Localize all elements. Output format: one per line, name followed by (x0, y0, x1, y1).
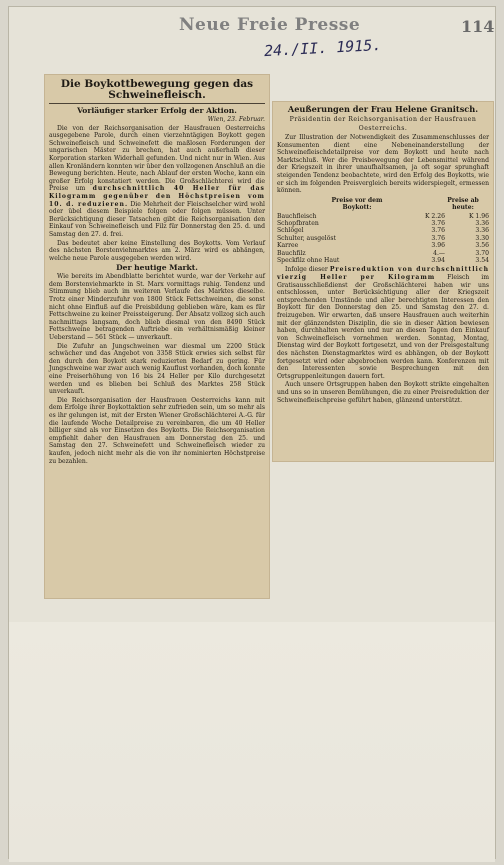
paragraph: Die Zufuhr an Jungschweinen war diesmal um 2200 Stück schwächer und das Angebot von 3358 Stück erwies sich selbst für den durch den Boykott stark reduzierten Bedarf zu gering. Für Jungschweine war zwar auch wenig Kauflust vorhanden, doch konnte eine Preiserhöhung von 16 bis 24 Heller per Kilo durchgesetzt werden und es blieben bei Schluß des Marktes 258 Stück unverkauft. (49, 342, 265, 396)
page-number: 114 (461, 17, 495, 36)
table-row: Bauchfleisch K 2.26 K 1.96 (277, 212, 489, 220)
paragraph (49, 125, 265, 239)
handwritten-date: 24./II. 1915. (263, 35, 382, 61)
left-article-subtitle: Vorläufiger starker Erfolg der Aktion. (77, 106, 237, 115)
table-row: Karree 3.96 3.56 (277, 242, 489, 250)
paragraph-text: Die Mehrheit der Fleischselcher wird wohl oder übel diesem Beispiele folgen oder folgen müssen. Unter Berücksichtigung dieser Tatsachen gibt die Reichsorganisation den Einkauf von Schweinefleisch und Filz für Donnerstag den 25. d. und Samstag den 27. d. frei. (49, 200, 265, 238)
paragraph: Die Reichsorganisation der Hausfrauen Oesterreichs kann mit dem Erfolge ihrer Boykottaktion sehr zufrieden sein, um so mehr als es ihr gelungen ist, mit der Ersten Wiener Großschlächterei A.-G. für die laufende Woche Detailpreise zu vereinbaren, die um 40 Heller billiger sind als vor Einsetzen des Boykotts. Die Reichsorganisation empfiehlt daher den Hausfrauen am Donnerstag den 25. und Samstag den 27. Schweinefett und Schweinefleisch wieder zu kaufen, jedoch nicht mehr als die von ihr nominierten Höchstpreise zu bezahlen. (49, 396, 265, 465)
right-clipping (272, 101, 494, 462)
right-article-subtitle: Präsidentin der Reichsorganisation der Hausfrauen Oesterreichs. (289, 116, 477, 132)
emphasis-text: durchschnittlich 40 Heller für das Kilogramm gegenüber den Höchstpreisen vom 10. d. reduzieren. (49, 185, 265, 208)
table-row: Speckfilz ohne Haut 3.94 3.54 (277, 257, 489, 264)
emphasis-text: Preisreduktion von durchschnittlich vierzig Heller per Kilogramm (277, 266, 489, 281)
header-cell: Preise vor dem Boykott: (331, 196, 383, 212)
paragraph-text: Die von der Reichsorganisation der Hausfrauen Oesterreichs ausgegebene Parole, durch einen vierzehntägigen Boykott gegen Schweinefleisch und Schweinefett die maßlosen Forderungen der ungarischen Mäster zu brechen, hat auch außerhalb dieser Korporation starken Widerhall gefunden. Und nicht nur in Wien. Aus allen Kronländern konnten wir über den vollzogenen Anschluß an die Bewegung berichten. Heute, nach Ablauf der ersten Woche, kann ein großer Erfolg konstatiert werden. Die Großschlächterei wird die Preise um (49, 124, 265, 193)
table-row: Schopfbraten 3.76 3.36 (277, 219, 489, 227)
table-row: Bauchfilz 4.— 3.70 (277, 249, 489, 257)
header-cell: Preise ab heute: (447, 196, 479, 212)
section-title: Der heutige Markt. (116, 263, 198, 273)
right-article-title: Aeußerungen der Frau Helene Granitsch. (287, 104, 479, 114)
table-row: Schlögel 3.76 3.36 (277, 227, 489, 235)
newspaper-name: Neue Freie Presse (179, 15, 361, 35)
paragraph-text: Fleisch im Gratisausschließdienst der Großschlächterei haben wir uns entschlossen, unter Berücksichtigung aller der Kriegszeit entsprechenden Umstände und aller berechtigten Interessen den Boykott für den Donnerstag den 25. und Samstag den 27. d. freizugeben. Wir erwarten, daß unsere Hausfrauen auch weiterhin mit der glänzendsten Disziplin, die sie in dieser Aktion bewiesen haben, durchhalten werden und nur an diesen Tagen den Einkauf von Schweinefleisch vornehmen werden. Sonntag, Montag, Dienstag wird der Boykott fortgesetzt, und von der Preisgestaltung des nächsten Dienstagmarktes wird es abhängen, ob der Boykott fortgesetzt wird oder abgebrochen werden kann. Konferenzen mit den Interessenten sowie Besprechungen mit den Ortsgruppenleitungen dauern fort. (277, 274, 489, 380)
paragraph (277, 266, 489, 380)
paragraph: Auch unsere Ortsgruppen haben den Boykott strikte eingehalten und uns so in unseren Bemühungen, die zu einer Preisreduktion der Schweinefleischpreise geführt haben, glänzend unterstützt. (277, 381, 489, 404)
dateline: Wien, 23. Februar. (207, 116, 265, 123)
price-table (277, 213, 489, 265)
price-table-header (277, 197, 489, 212)
table-row: Schulter, ausgelöst 3.76 3.30 (277, 234, 489, 242)
left-article-title: Die Boykottbewegung gegen das Schweinefleisch. (60, 78, 254, 101)
paragraph-text: Infolge dieser (285, 266, 328, 274)
left-clipping (44, 74, 270, 599)
paragraph: Zur Illustration der Notwendigkeit des Zusammenschlusses der Konsumenten dient eine Nebeneinanderstellung der Schweinefleischdetailpreise vor dem Boykott und heute nach Marktschluß. Wer die Preisbewegung der Lebensmittel während der Kriegszeit in ihrer unaufhaltsamen, ja oft sogar sprunghaft steigenden Tendenz beobachtete, wird den Erfolg des Boykotts, wie er sich im folgenden Preisvergleich bereits widerspiegelt, ermessen können. (277, 134, 489, 195)
paragraph: Wie bereits im Abendblatte berichtet wurde, war der Verkehr auf dem Borstenviehmarkte in St. Marx vormittags ruhig. Tendenz und Stimmung blieb auch im weiteren Verlaufe des Marktes dieselbe. Trotz einer Minderzufuhr von 1800 Stück Fettschweinen, die sonst nicht ohne Einfluß auf die Preisbildung geblieben wäre, kam es für Fettschweine zu keiner Preissteigerung. Der Absatz vollzog sich auch nachmittags langsam, doch blieb diesmal von den 8490 Stück Fettschweine betragenden Auftriebe ein verhältnismäßig kleiner Ueberstand — 561 Stück — unverkauft. (49, 273, 265, 342)
paragraph: Das bedeutet aber keine Einstellung des Boykotts. Vom Verlauf des nächsten Borstenviehmarktes am 2. März wird es abhängen, welche neue Parole ausgegeben werden wird. (49, 239, 265, 262)
divider (49, 103, 265, 104)
